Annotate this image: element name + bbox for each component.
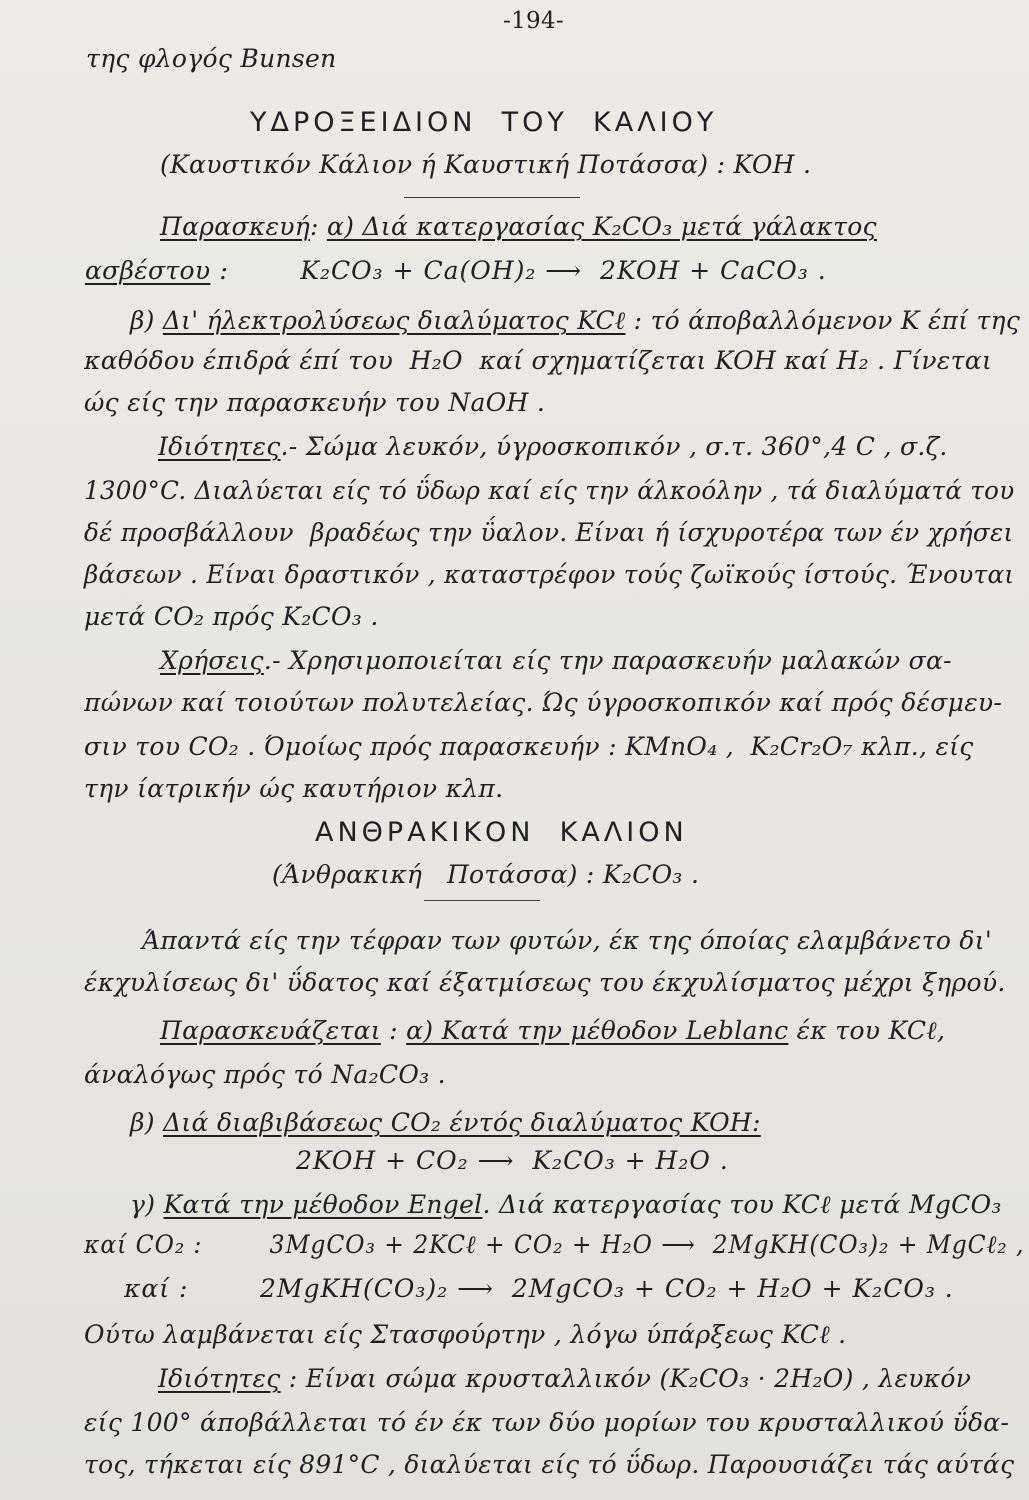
title-divider xyxy=(404,197,580,198)
text-line xyxy=(160,1016,945,1046)
text-line xyxy=(84,968,1006,998)
underlined-text: α) Διά κατεργασίας K₂CO₃ μετά γάλακτος xyxy=(327,212,877,241)
text-line xyxy=(84,346,992,376)
text-line xyxy=(84,1450,1014,1480)
section-subtitle xyxy=(160,150,811,180)
text-segment: : xyxy=(380,1016,407,1045)
text-line xyxy=(84,1408,1009,1438)
text-line xyxy=(84,476,1014,506)
text-line xyxy=(84,388,545,418)
underlined-text: α) Κατά την μέθοδον Leblanc xyxy=(406,1016,789,1045)
text-line xyxy=(142,926,992,956)
underlined-text: Παρασκευάζεται xyxy=(160,1016,381,1045)
underlined-text: Δι' ήλεκτρολύσεως διαλύματος KCℓ xyxy=(162,306,626,335)
text-segment: (Άνθρακική Ποτάσσα) : K₂CO₃ . xyxy=(272,860,700,889)
text-segment: : τό άποβαλλόμενον K έπί της xyxy=(625,306,1021,335)
underlined-text: Ιδιότητες xyxy=(158,1364,281,1393)
underlined-text: Παρασκευή xyxy=(160,212,311,241)
text-segment: καθόδου έπιδρά έπί του H₂O καί σχηματίζεται KOH καί H₂ . Γίνεται xyxy=(84,346,993,375)
section-title xyxy=(250,108,717,138)
text-segment: της φλογός Bunsen xyxy=(86,44,337,73)
text-line xyxy=(84,1230,1024,1260)
text-segment: Ούτω λαμβάνεται είς Στασφούρτην , λόγω ύπάρξεως KCℓ . xyxy=(84,1320,847,1349)
text-segment: : Είναι σώμα κρυσταλλικόν (K₂CO₃ · 2H₂O) , λευκόν xyxy=(280,1364,972,1393)
text-segment: καί CO₂ : 3MgCO₃ + 2KCℓ + CO₂ + H₂O ⟶ 2MgKH(CO₃)₂ + MgCℓ₂ , xyxy=(84,1230,1025,1259)
text-segment: πώνων καί τοιούτων πολυτελείας. Ώς ύγροσκοπικόν καί πρός δέσμευ- xyxy=(84,688,1003,717)
text-segment: καί : 2MgKH(CO₃)₂ ⟶ 2MgCO₃ + CO₂ + H₂O + K₂CO₃ . xyxy=(124,1274,954,1303)
text-segment: ώς είς την παρασκευήν του NaOH . xyxy=(84,388,546,417)
text-segment: 2KOH + CO₂ ⟶ K₂CO₃ + H₂O . xyxy=(296,1146,729,1175)
text-segment: έκχυλίσεως δι' ΰδατος καί έξατμίσεως του έκχυλίσματος μέχρι ξηρού. xyxy=(84,968,1006,997)
underlined-text: ασβέστου xyxy=(85,256,211,285)
text-line xyxy=(158,432,948,462)
text-segment: βάσεων . Είναι δραστικόν , καταστρέφον τούς ζωϊκούς ίστούς. Ένουται xyxy=(84,560,1015,589)
text-segment: 1300°C. Διαλύεται είς τό ΰδωρ καί είς την άλκοόλην , τά διαλύματά του xyxy=(84,476,1015,505)
text-segment: .- Σώμα λευκόν, ύγροσκοπικόν , σ.τ. 360°,4 C , σ.ζ. xyxy=(280,432,948,461)
text-line xyxy=(158,1364,971,1394)
text-segment: σιν του CO₂ . Όμοίως πρός παρασκευήν : KMnO₄ , K₂Cr₂O₇ κλπ., είς xyxy=(84,732,974,761)
text-line xyxy=(84,732,974,762)
underlined-text: Ιδιότητες xyxy=(158,432,281,461)
text-line xyxy=(84,1060,446,1090)
text-segment: την ίατρικήν ώς καυτήριον κλπ. xyxy=(84,774,504,803)
text-segment: .- Χρησιμοποιείται είς την παρασκευήν μαλακών σα- xyxy=(263,646,952,675)
text-line xyxy=(84,774,503,804)
text-segment: : xyxy=(310,212,327,241)
text-segment: δέ προσβάλλουν βραδέως την ΰαλον. Είναι ή ίσχυροτέρα των έν χρήσει xyxy=(84,518,1014,547)
text-line xyxy=(86,44,337,74)
underlined-text: Κατά την μέθοδον Engel xyxy=(163,1190,483,1219)
text-line xyxy=(130,306,1020,336)
text-line xyxy=(84,602,379,632)
text-segment: (Καυστικόν Κάλιον ή Καυστική Ποτάσσα) : KOH . xyxy=(160,150,812,179)
text-line xyxy=(84,560,1014,590)
text-line xyxy=(296,1146,729,1176)
text-line xyxy=(84,518,1014,548)
section-title xyxy=(315,818,688,848)
text-segment: τος, τήκεται είς 891°C , διαλύεται είς τό ΰδωρ. Παρουσιάζει τάς αύτάς xyxy=(84,1450,1015,1479)
text-segment: γ) xyxy=(130,1190,164,1219)
text-line xyxy=(130,1190,1002,1220)
text-segment: ΥΔΡΟΞΕΙΔΙΟΝ ΤΟΥ ΚΑΛΙΟΥ xyxy=(250,107,718,138)
text-segment: β) xyxy=(130,306,163,335)
text-line xyxy=(130,1108,761,1138)
underlined-text: Διά διαβιβάσεως CO₂ έντός διαλύματος KOH: xyxy=(163,1108,761,1137)
text-line xyxy=(160,646,952,676)
page-number: -194- xyxy=(503,8,564,34)
text-segment: ΑΝΘΡΑΚΙΚΟΝ ΚΑΛΙΟΝ xyxy=(315,817,688,848)
text-line xyxy=(84,1320,846,1350)
text-segment: β) xyxy=(130,1108,164,1137)
text-line xyxy=(84,688,1002,718)
text-segment: άναλόγως πρός τό Na₂CO₃ . xyxy=(84,1060,446,1089)
text-segment: έκ του KCℓ, xyxy=(788,1016,946,1045)
section-subtitle xyxy=(272,860,699,890)
text-line xyxy=(160,212,877,242)
title-divider xyxy=(424,900,540,901)
text-line xyxy=(124,1274,954,1304)
text-line xyxy=(85,256,827,286)
text-segment: : K₂CO₃ + Ca(OH)₂ ⟶ 2KOH + CaCO₃ . xyxy=(210,256,827,285)
text-segment: μετά CO₂ πρός K₂CO₃ . xyxy=(84,602,379,631)
text-segment: είς 100° άποβάλλεται τό έν έκ των δύο μορίων του κρυσταλλικού ΰδα- xyxy=(84,1408,1010,1437)
underlined-text: Χρήσεις xyxy=(160,646,264,675)
text-segment: . Διά κατεργασίας του KCℓ μετά MgCO₃ xyxy=(482,1190,1002,1219)
text-segment: Άπαντά είς την τέφραν των φυτών, έκ της όποίας ελαμβάνετο δι' xyxy=(142,926,993,955)
